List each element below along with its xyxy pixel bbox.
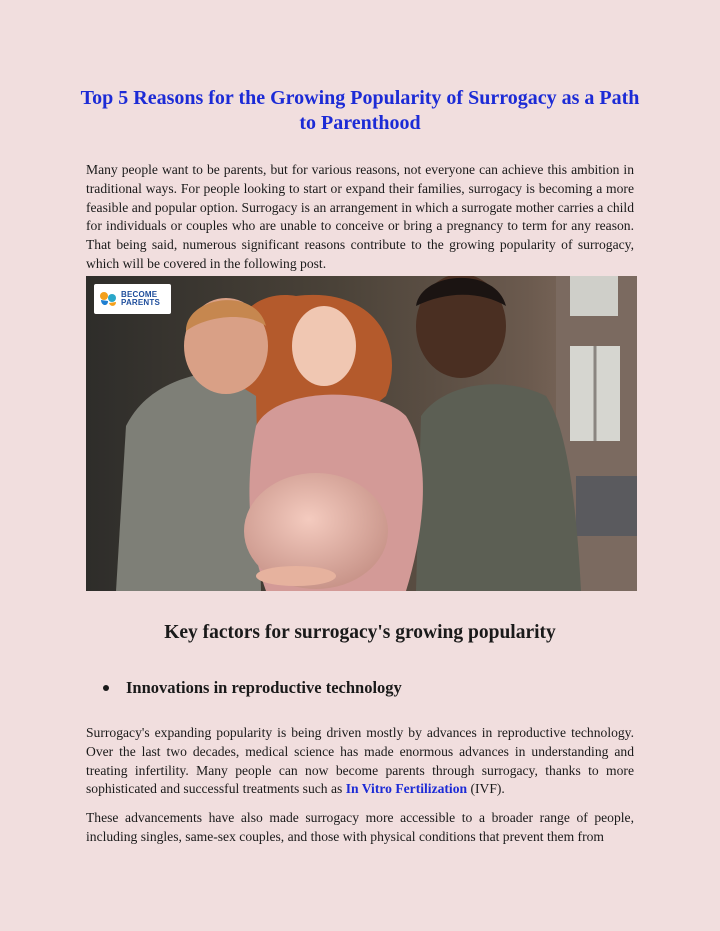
para2-text-before: Surrogacy's expanding popularity is being driven mostly by advances in reproductive technology. Over the last two decades, medical science has made enormous advances in understanding and treating infertility. Many people can now become parents through surrogacy, thanks to more sophisticated and successful treatments such as <box>86 725 634 797</box>
logo-line-2: PARENTS <box>121 298 161 307</box>
bullet-dot-icon <box>103 685 109 691</box>
hero-illustration <box>86 276 637 591</box>
hero-image <box>86 276 637 591</box>
document-title: Top 5 Reasons for the Growing Popularity of Surrogacy as a Path to Parenthood <box>80 87 640 134</box>
bullet-text: Innovations in reproductive technology <box>126 678 402 697</box>
logo-mark-icon <box>98 289 118 309</box>
intro-paragraph: Many people want to be parents, but for various reasons, not everyone can achieve this ambition in traditional ways. For people looking to start or expand their families, surrogacy is becoming a more feasible and popular option. Surrogacy is an arrangement in which a surrogate mother carries a child for individuals or couples who are unable to conceive or bring a pregnancy to term for any reason. That being said, numerous significant reasons contribute to the growing popularity of surrogacy, which will be covered in the following post. <box>86 162 634 271</box>
section-heading: Key factors for surrogacy's growing popularity <box>164 622 556 643</box>
ivf-link[interactable]: In Vitro Fertilization <box>345 781 468 797</box>
bullet-item <box>103 678 402 698</box>
body-paragraph-2: These advancements have also made surrogacy more accessible to a broader range of people, including singles, same-sex couples, and those with physical conditions that prevent them from <box>86 810 634 844</box>
body-paragraph-1 <box>86 724 634 799</box>
para2-text-after: (IVF). <box>467 781 505 797</box>
logo-line-1: BECOME <box>121 289 158 299</box>
become-parents-logo <box>94 284 171 314</box>
